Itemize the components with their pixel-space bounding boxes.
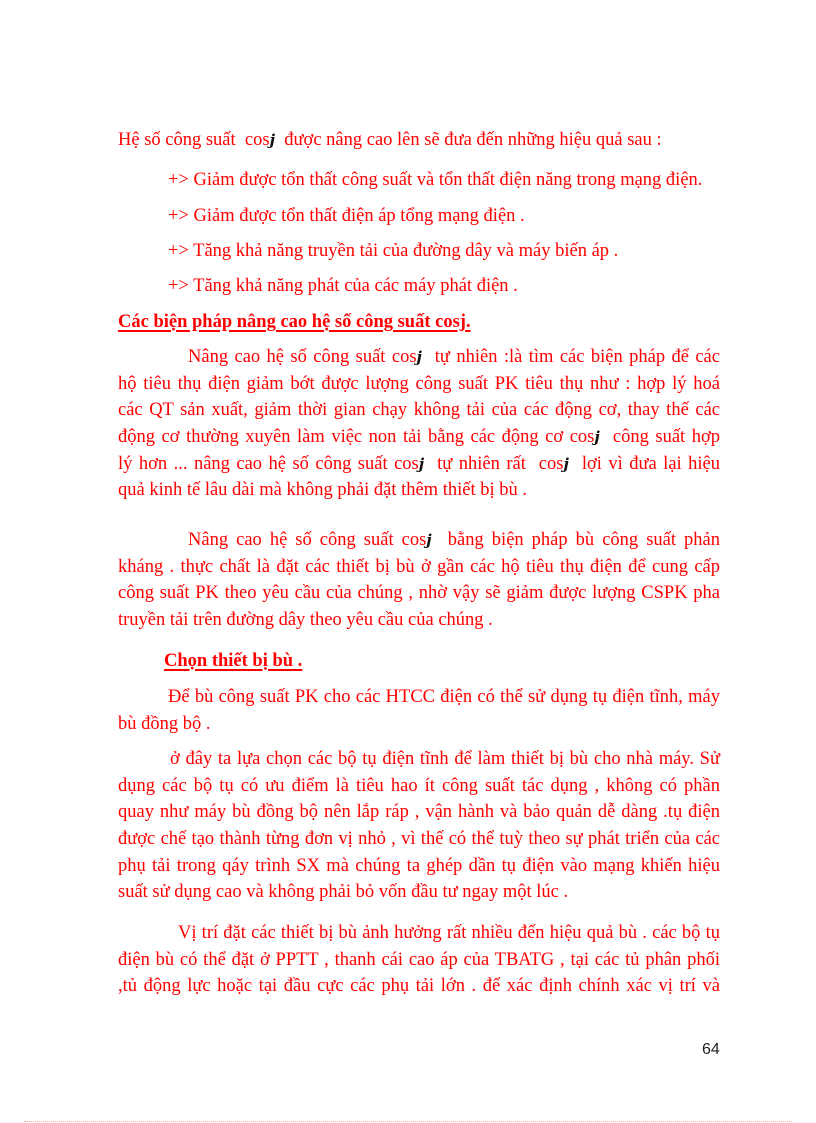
paragraph-line (118, 451, 720, 478)
text-run: lợi vì đưa lại hiệu (568, 453, 720, 474)
section-heading-improve-power-factor: Các biện pháp nâng cao hệ số công suất cosj. (118, 312, 471, 332)
paragraph-compensation-options (118, 684, 720, 737)
paragraph-line: ở đây ta lựa chọn các bộ tụ điện tĩnh để làm thiết bị bù cho nhà máy. Sử (170, 749, 720, 769)
benefit-item: +> Giảm được tổn thất công suất và tổn thất điện năng trong mạng điện. (168, 170, 703, 190)
phi-symbol: j (563, 454, 569, 473)
paragraph-line: quả kinh tế lâu dài mà không phải đặt thêm thiết bị bù . (118, 480, 527, 501)
benefit-item: +> Tăng khả năng phát của các máy phát điện . (168, 276, 518, 296)
paragraph-static-capacitors (118, 746, 720, 906)
paragraph-line (118, 424, 720, 451)
paragraph-line: suất sử dụng cao và không phải bỏ vốn đầu tư ngay một lúc . (118, 882, 569, 903)
paragraph-device-placement (118, 920, 720, 1000)
text-run: công suất hợp (599, 427, 720, 448)
phi-symbol: j (269, 131, 276, 149)
text-run: Nâng cao hệ số công suất cos (188, 347, 417, 367)
paragraph-line: phụ tải trong qáy trình SX mà chúng ta ghép dần tụ điện vào mạng khiến hiệu (118, 855, 720, 876)
paragraph-line: ,tủ động lực hoặc tại đầu cực các phụ tải lớn . để xác định chính xác vị trí và (118, 976, 720, 997)
paragraph-line: công suất PK theo yêu cầu của chúng , nhờ vậy sẽ giảm được lượng CSPK pha (118, 583, 720, 604)
paragraph-line: Để bù công suất PK cho các HTCC điện có thể sử dụng tụ điện tĩnh, máy (168, 687, 720, 707)
text-run: lý hơn ... nâng cao hệ số công suất cos (118, 453, 419, 474)
text-run: tự nhiên :là tìm các biện pháp để các (421, 347, 720, 367)
paragraph-line: truyền tải trên đường dây theo yêu cầu của chúng . (118, 610, 493, 631)
paragraph-line (118, 344, 720, 371)
text-run: động cơ thường xuyên làm việc non tải bằng các động cơ cos (118, 427, 595, 448)
intro-text-end: được nâng cao lên sẽ đưa đến những hiệu quả sau : (275, 130, 662, 150)
page-bottom-divider (24, 1121, 792, 1122)
paragraph-line: điện bù có thể đặt ở PPTT , thanh cái cao áp của TBATG , tại các tủ phân phối (118, 949, 720, 970)
benefit-item: +> Giảm được tổn thất điện áp tổng mạng điện . (168, 206, 525, 226)
text-run: tự nhiên rất cos (424, 453, 564, 474)
paragraph-line: dụng các bộ tụ có ưu điểm là tiêu hao ít công suất tác dụng , không có phần (118, 775, 720, 796)
intro-sentence (118, 129, 662, 151)
page-number: 64 (702, 1041, 720, 1058)
paragraph-line: bù đồng bộ . (118, 713, 211, 734)
text-run: bằng biện pháp bù công suất phản (431, 530, 721, 550)
intro-text-start: Hệ số công suất cos (118, 130, 270, 150)
section-heading-choose-compensation-device: Chọn thiết bị bù . (164, 651, 303, 671)
text-run: Nâng cao hệ số công suất cos (188, 530, 427, 550)
paragraph-reactive-compensation (118, 527, 720, 634)
phi-symbol: j (426, 531, 432, 549)
paragraph-line (118, 527, 720, 554)
paragraph-line: được chế tạo thành từng đơn vị nhỏ , vì thế có thể tuỳ theo sự phát triển của các (118, 829, 720, 850)
benefit-item: +> Tăng khả năng truyền tải của đường dây và máy biến áp . (168, 241, 619, 261)
paragraph-line: hộ tiêu thụ điện giảm bớt được lượng công suất PK tiêu thụ như : hợp lý hoá (118, 373, 720, 394)
phi-symbol: j (594, 428, 600, 447)
paragraph-line: quay như máy bù đồng bộ nên lắp ráp , vận hành và bảo quản dễ dàng .tụ điện (118, 802, 720, 823)
paragraph-line: các QT sản xuất, giảm thời gian chạy không tải của các động cơ, thay thế các (118, 400, 720, 421)
paragraph-line: Vị trí đặt các thiết bị bù ảnh hưởng rất nhiều đến hiệu quả bù . các bộ tụ (178, 923, 720, 943)
phi-symbol: j (418, 454, 425, 473)
paragraph-natural-improvement (118, 344, 720, 504)
paragraph-line: kháng . thực chất là đặt các thiết bị bù ở gần các hộ tiêu thụ điện để cung cấp (118, 556, 720, 577)
phi-symbol: j (416, 348, 422, 366)
